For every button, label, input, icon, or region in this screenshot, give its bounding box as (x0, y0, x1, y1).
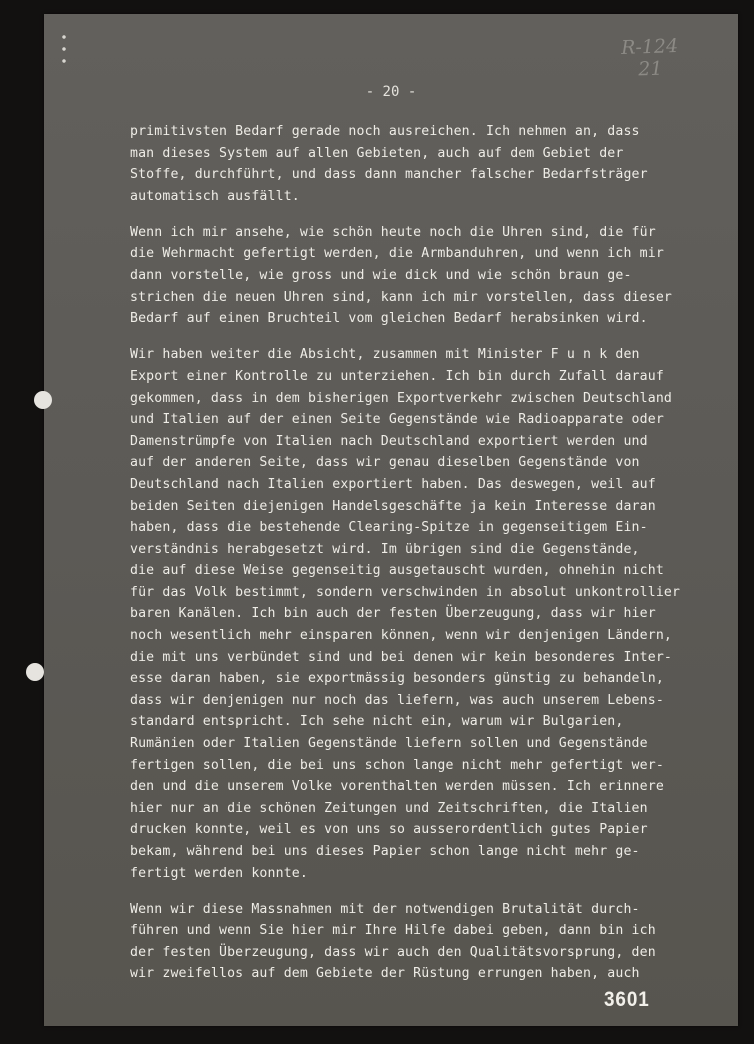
paragraph (130, 899, 730, 985)
paragraph (130, 222, 730, 330)
text-line: den und die unserem Volke vorenthalten werden müssen. Ich erinnere (130, 779, 664, 795)
text-line: Wenn ich mir ansehe, wie schön heute noch die Uhren sind, die für (130, 224, 656, 240)
text-line: auf der anderen Seite, dass wir genau dieselben Gegenstände von (130, 455, 640, 471)
text-line: und Italien auf der einen Seite Gegenstände wie Radioapparate oder (130, 412, 664, 428)
punch-hole-bottom (26, 663, 44, 681)
text-line: die Wehrmacht gefertigt werden, die Armbanduhren, und wenn ich mir (130, 246, 664, 262)
text-line: fertigen sollen, die bei uns schon lange nicht mehr gefertigt wer- (130, 757, 664, 773)
text-line: hier nur an die schönen Zeitungen und Zeitschriften, die Italien (130, 800, 648, 816)
text-line: bekam, während bei uns dieses Papier schon lange nicht mehr ge- (130, 844, 640, 859)
document-page (44, 14, 738, 1026)
text-line: für das Volk bestimmt, sondern verschwinden in absolut unkontrollier (130, 584, 681, 600)
text-line: beiden Seiten diejenigen Handelsgeschäfte ja kein Interesse daran (130, 498, 656, 514)
punch-hole-top (34, 391, 52, 409)
body-text (130, 121, 730, 1000)
text-line: esse daran haben, sie exportmässig besonders günstig zu behandeln, (130, 671, 664, 687)
text-line: verständnis herabgesetzt wird. Im übrigen sind die Gegenstände, (130, 541, 640, 557)
archive-ref-line-1: R-124 (620, 35, 679, 59)
text-line: haben, dass die bestehende Clearing-Spitze in gegenseitigem Ein- (130, 520, 648, 536)
text-line: Wir haben weiter die Absicht, zusammen mit Minister F u n k den (130, 347, 640, 363)
punch-marks (62, 34, 66, 64)
text-line: standard entspricht. Ich sehe nicht ein, warum wir Bulgarien, (130, 714, 624, 730)
page-number: - 20 - (365, 84, 417, 100)
text-line: noch wesentlich mehr einsparen können, wenn wir denjenigen Ländern, (130, 628, 672, 644)
text-line: Export einer Kontrolle zu unterziehen. Ich bin durch Zufall darauf (130, 368, 664, 384)
text-line: man dieses System auf allen Gebieten, auch auf dem Gebiet der (130, 145, 624, 161)
document-stamp-number: 3601 (604, 988, 650, 1011)
text-line: Deutschland nach Italien exportiert haben. Das deswegen, weil auf (130, 476, 656, 492)
text-line: strichen die neuen Uhren sind, kann ich mir vorstellen, dass dieser (130, 289, 672, 305)
text-line: Bedarf auf einen Bruchteil vom gleichen Bedarf herabsinken wird. (130, 311, 648, 327)
archive-ref-line-2: 21 (637, 57, 663, 81)
text-line: dass wir denjenigen nur noch das liefern, was auch unserem Lebens- (130, 692, 664, 708)
text-line: gekommen, dass in dem bisherigen Exportverkehr zwischen Deutschland (130, 390, 672, 406)
text-line: Stoffe, durchführt, und dass dann mancher falscher Bedarfsträger (130, 167, 648, 183)
text-line: Rumänien oder Italien Gegenstände liefern sollen und Gegenstände (130, 736, 648, 752)
text-line: automatisch ausfällt. (130, 188, 300, 204)
text-line: fertigt werden konnte. (130, 865, 308, 881)
text-line: drucken konnte, weil es von uns so ausserordentlich gutes Papier (130, 822, 648, 838)
text-line: die mit uns verbündet sind und bei denen wir kein besonderes Inter- (130, 649, 672, 665)
paragraph (130, 121, 730, 207)
paragraph (130, 344, 730, 884)
text-line: Damenstrümpfe von Italien nach Deutschland exportiert werden und (130, 433, 648, 449)
archive-reference (609, 35, 690, 82)
text-line: dann vorstelle, wie gross und wie dick und wie schön braun ge- (130, 268, 632, 284)
text-line: baren Kanälen. Ich bin auch der festen Überzeugung, dass wir hier (130, 606, 656, 622)
text-line: führen und wenn Sie hier mir Ihre Hilfe dabei geben, dann bin ich (130, 923, 656, 939)
text-line: primitivsten Bedarf gerade noch ausreichen. Ich nehmen an, dass (130, 124, 640, 139)
text-line: die auf diese Weise gegenseitig ausgetauscht wurden, ohnehin nicht (130, 563, 664, 579)
text-line: der festen Überzeugung, dass wir auch den Qualitätsvorsprung, den (130, 944, 656, 960)
text-line: wir zweifellos auf dem Gebiete der Rüstung errungen haben, auch (130, 966, 640, 982)
text-line: Wenn wir diese Massnahmen mit der notwendigen Brutalität durch- (130, 901, 640, 917)
